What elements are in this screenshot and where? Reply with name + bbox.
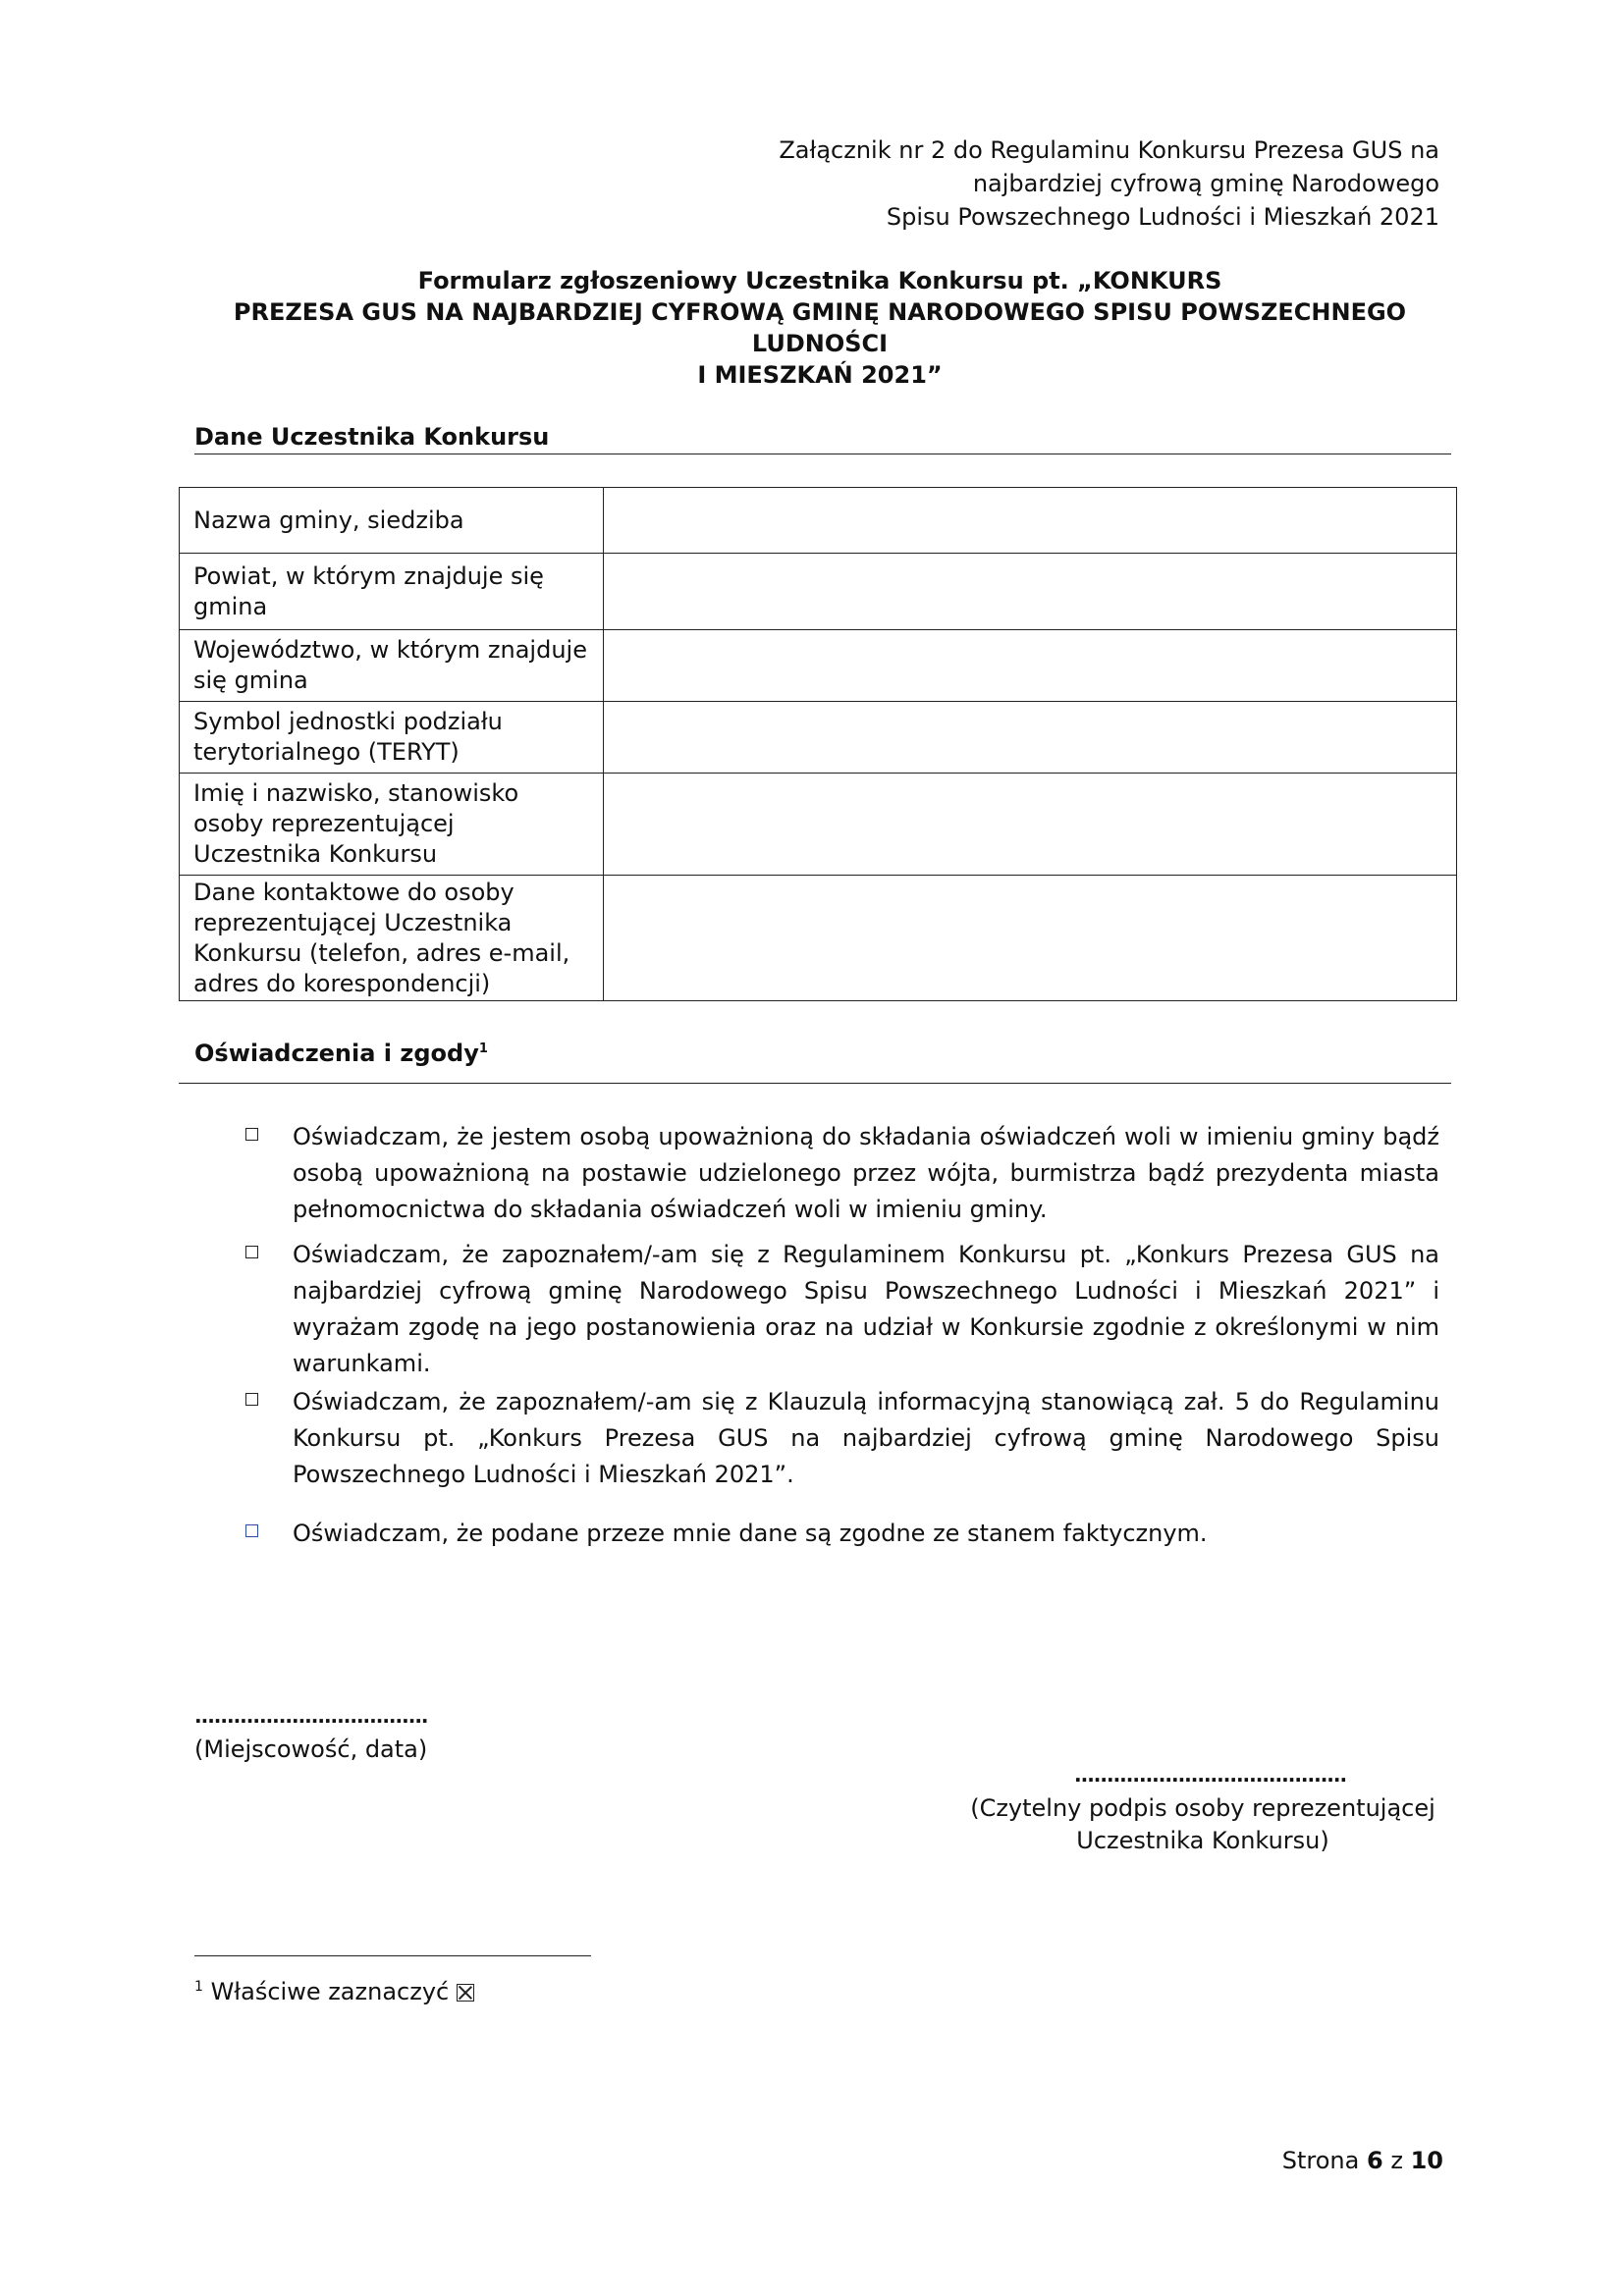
footnote-text: Właściwe zaznaczyć: [210, 1978, 450, 2005]
page-number-current: 6: [1367, 2147, 1383, 2174]
participant-data-table: [179, 487, 1457, 1001]
field-label-contact: Dane kontaktowe do osoby reprezentującej Uczestnika Konkursu (telefon, adres e-mail, adres do korespondencji): [180, 876, 604, 1001]
annex-line: najbardziej cyfrową gminę Narodowego: [972, 170, 1439, 197]
checkbox[interactable]: [245, 1128, 258, 1141]
declaration-item: [245, 1384, 1439, 1493]
signature-label-line: Uczestnika Konkursu): [1076, 1827, 1329, 1854]
page-number: [1282, 2146, 1443, 2175]
table-row: [180, 630, 1457, 702]
field-value-contact[interactable]: [604, 876, 1457, 1001]
field-label-municipality: Nazwa gminy, siedziba: [180, 488, 604, 554]
table-row: [180, 488, 1457, 554]
checkbox[interactable]: [245, 1393, 258, 1406]
annex-line: Załącznik nr 2 do Regulaminu Konkursu Prezesa GUS na: [779, 136, 1439, 164]
table-row: [180, 554, 1457, 630]
checkbox[interactable]: [245, 1246, 258, 1258]
form-title-line: Formularz zgłoszeniowy Uczestnika Konkursu pt. „KONKURS: [417, 267, 1222, 294]
section-divider: [179, 1083, 1451, 1084]
page-number-separator: z: [1390, 2147, 1403, 2174]
form-title-line: I MIESZKAŃ 2021”: [697, 361, 943, 389]
checkbox[interactable]: [245, 1524, 258, 1537]
declaration-item: [245, 1516, 1439, 1552]
annex-line: Spisu Powszechnego Ludności i Mieszkań 2021: [886, 203, 1439, 231]
page-number-total: 10: [1410, 2147, 1443, 2174]
declarations-heading-text: Oświadczenia i zgody: [194, 1040, 479, 1067]
declaration-text: Oświadczam, że zapoznałem/-am się z Regulaminem Konkursu pt. „Konkurs Prezesa GUS na najbardziej cyfrową gminę Narodowego Spisu Powszechnego Ludności i Mieszkań 2021” i wyrażam zgodę na jego postanowienia oraz na udział w Konkursie zgodnie z określonymi w nim warunkami.: [293, 1241, 1439, 1377]
field-value-teryt[interactable]: [604, 702, 1457, 774]
field-label-representative: Imię i nazwisko, stanowisko osoby reprezentującej Uczestnika Konkursu: [180, 774, 604, 876]
signature-label-line: (Czytelny podpis osoby reprezentującej: [970, 1794, 1435, 1822]
declarations-section-heading: [194, 1039, 488, 1068]
footnote-number: 1: [194, 1979, 203, 1995]
field-value-county[interactable]: [604, 554, 1457, 630]
checked-box-icon: [457, 1984, 474, 2002]
signature-label: [962, 1792, 1443, 1857]
field-value-representative[interactable]: [604, 774, 1457, 876]
place-date-line: ....................................: [194, 1704, 428, 1728]
place-date-label: (Miejscowość, data): [194, 1735, 428, 1763]
footnote-ref: 1: [478, 1041, 488, 1056]
page-number-prefix: Strona: [1281, 2147, 1360, 2174]
field-label-voivodeship: Województwo, w którym znajduje się gmina: [180, 630, 604, 702]
footnote-divider: [194, 1955, 591, 1956]
field-label-county: Powiat, w którym znajduje się gmina: [180, 554, 604, 630]
form-title: [196, 265, 1443, 391]
table-row: [180, 702, 1457, 774]
signature-line: ..........................................: [1074, 1763, 1347, 1787]
declaration-text: Oświadczam, że jestem osobą upoważnioną do składania oświadczeń woli w imieniu gminy bądź osobą upoważnioną na postawie udzielonego przez wójta, burmistrza bądź prezydenta miasta pełnomocnictwa do składania oświadczeń woli w imieniu gminy.: [293, 1123, 1439, 1223]
participant-section-heading: Dane Uczestnika Konkursu: [194, 423, 550, 451]
field-value-voivodeship[interactable]: [604, 630, 1457, 702]
annex-header: [779, 133, 1439, 234]
form-title-line: PREZESA GUS NA NAJBARDZIEJ CYFROWĄ GMINĘ NARODOWEGO SPISU POWSZECHNEGO LUDNOŚCI: [233, 298, 1407, 357]
declaration-item: [245, 1237, 1439, 1382]
table-row: [180, 774, 1457, 876]
table-row: [180, 876, 1457, 1001]
field-label-teryt: Symbol jednostki podziału terytorialnego (TERYT): [180, 702, 604, 774]
footnote: [194, 1971, 474, 2007]
declaration-item: [245, 1119, 1439, 1228]
declaration-text: Oświadczam, że podane przeze mnie dane są zgodne ze stanem faktycznym.: [293, 1520, 1208, 1547]
field-value-municipality[interactable]: [604, 488, 1457, 554]
declaration-text: Oświadczam, że zapoznałem/-am się z Klauzulą informacyjną stanowiącą zał. 5 do Regulaminu Konkursu pt. „Konkurs Prezesa GUS na najbardziej cyfrową gminę Narodowego Spisu Powszechnego Ludności i Mieszkań 2021”.: [293, 1388, 1439, 1488]
